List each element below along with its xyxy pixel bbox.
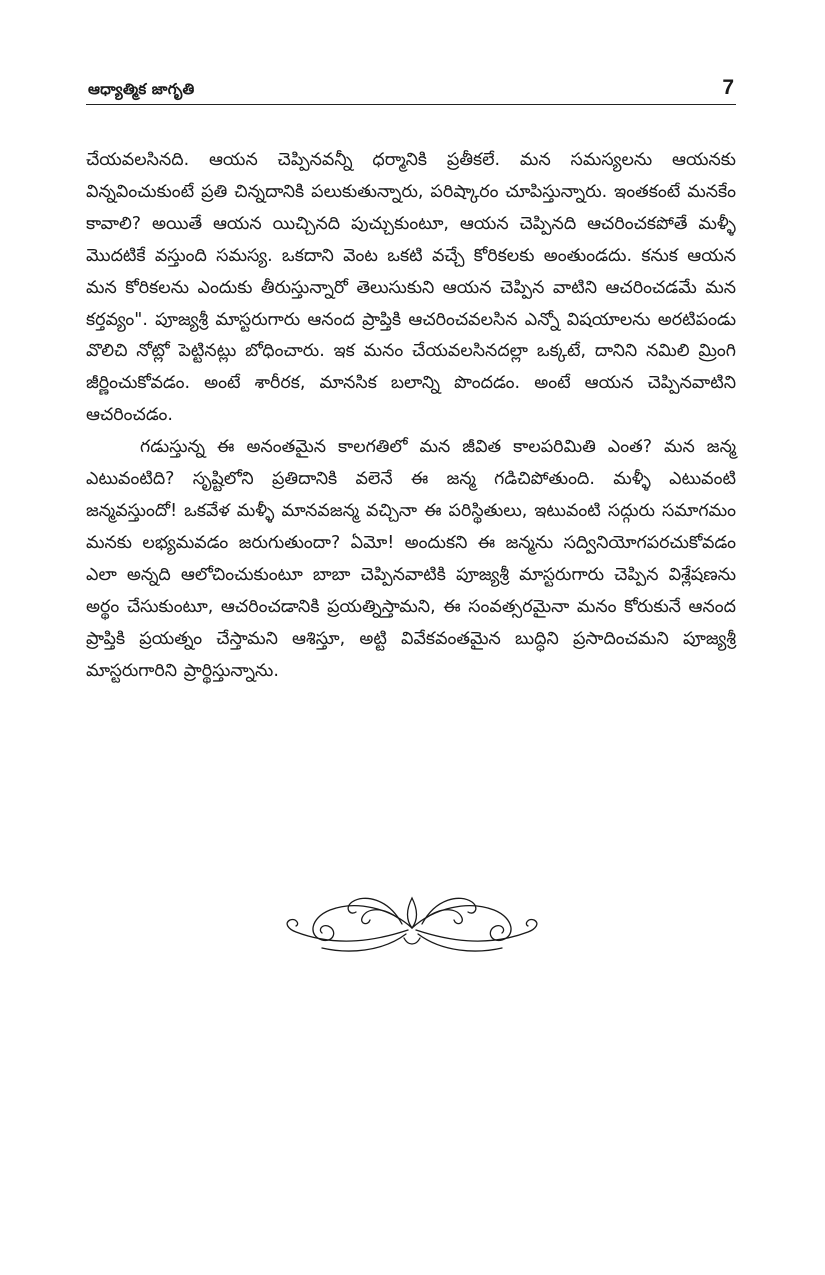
ornament-left-curl (362, 910, 398, 924)
ornament-center-drop (408, 898, 417, 928)
paragraph-2: గడుస్తున్న ఈ అనంతమైన కాలగతిలో మన జీవిత కాలపరిమితి ఎంత? మన జన్మ ఎటువంటిది? సృష్టిలోని ప్రతిదానికి వలెనే ఈ జన్మ గడిచిపోతుంది. మళ్ళీ ఎటువంటి జన్మవస్తుందో! ఒకవేళ మళ్ళీ మానవజన్మ వచ్చినా ఈ పరిస్థితులు, ఇటువంటి సద్గురు సమాగమం మనకు లభ్యమవడం జరుగుతుందా? ఏమో! అందుకని ఈ జన్మను సద్వినియోగపరచుకోవడం ఎలా అన్నది ఆలోచించుకుంటూ బాబా చెప్పినవాటికి పూజ్యశ్రీ మాస్టరుగారు చెప్పిన విశ్లేషణను అర్థం చేసుకుంటూ, ఆచరించడానికి ప్రయత్నిస్తామని, ఈ సంవత్సరమైనా మనం కోరుకునే ఆనంద ప్రాప్తికి ప్రయత్నం చేస్తామని ఆశిస్తూ, అట్టి వివేకవంతమైన బుద్ధిని ప్రసాదించమని పూజ్యశ్రీ మాస్టరుగారిని ప్రార్థిస్తున్నాను. (86, 437, 736, 681)
flourish-divider-icon (278, 888, 546, 958)
ornament-center-hook (404, 938, 420, 944)
running-header (86, 78, 736, 105)
body-text (86, 145, 736, 687)
paragraph-1: చేయవలసినది. ఆయన చెప్పినవన్నీ ధర్మానికి ప్రతీకలే. మన సమస్యలను ఆయనకు విన్నవించుకుంటే ప్రతి చిన్నదానికి పలుకుతున్నారు, పరిష్కారం చూపిస్తున్నారు. ఇంతకంటే మనకేం కావాలి? అయితే ఆయన యిచ్చినది పుచ్చుకుంటూ, ఆయన చెప్పినది ఆచరించకపోతే మళ్ళీ మొదటికే వస్తుంది సమస్య. ఒకదాని వెంట ఒకటి వచ్చే కోరికలకు అంతుండదు. కనుక ఆయన మన కోరికలను ఎందుకు తీరుస్తున్నారో తెలుసుకుని ఆయన చెప్పిన వాటిని ఆచరించడమే మన కర్తవ్యం". పూజ్యశ్రీ మాస్టరుగారు ఆనంద ప్రాప్తికి ఆచరించవలసిన ఎన్నో విషయాలను అరటిపండు వొలిచి నోట్లో పెట్టినట్లు బోధించారు. ఇక మనం చేయవలసినదల్లా ఒక్కటే, దానిని నమిలి మ్రింగి జీర్ణించుకోవడం. అంటే శారీరక, మానసిక బలాన్ని పొందడం. అంటే ఆయన చెప్పినవాటిని ఆచరించడం. (86, 150, 736, 426)
ornament-right-curl (426, 910, 462, 924)
running-title: ఆధ్యాత్మిక జాగృతి (88, 80, 195, 98)
ornament-right-leaf (422, 898, 476, 924)
ornament-right-sweep (416, 920, 537, 941)
ornament-left-sweep (287, 920, 408, 941)
ornament-left-tail (322, 934, 406, 951)
ornament-left-leaf (348, 898, 402, 924)
ornament-right-tail (418, 934, 502, 951)
page-number: 7 (722, 76, 734, 99)
